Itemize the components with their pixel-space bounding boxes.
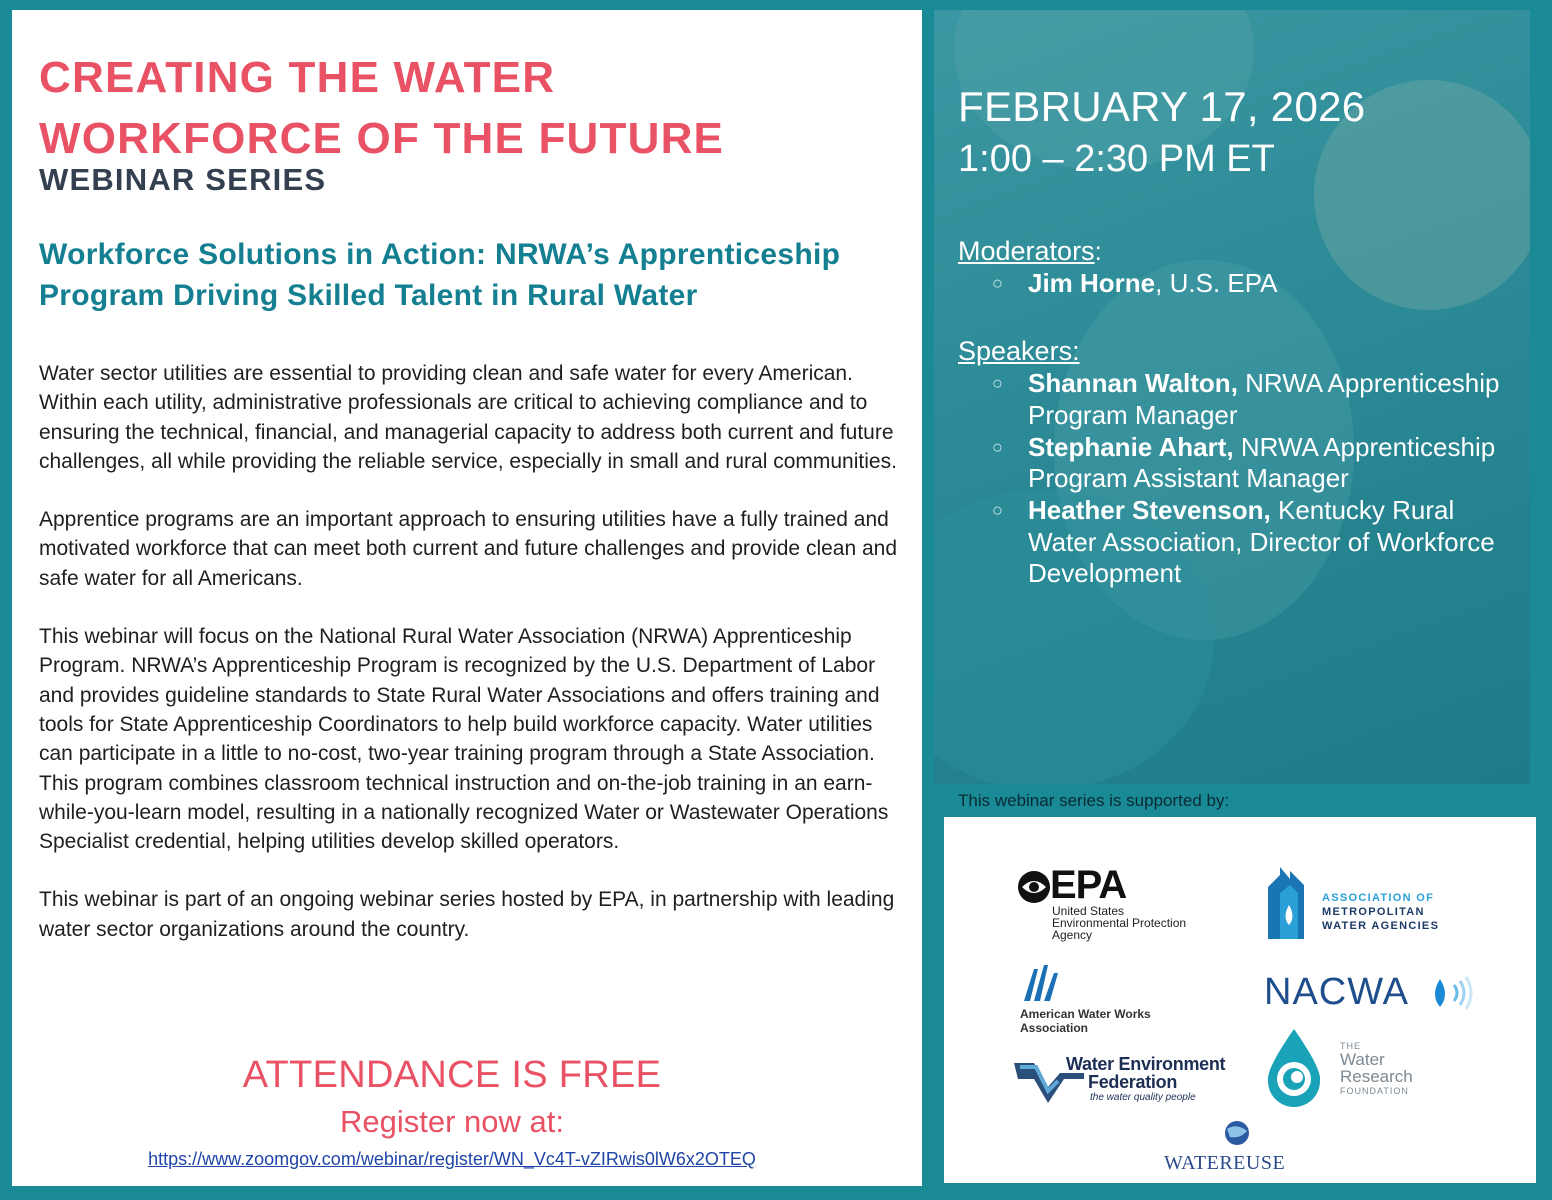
moderators-heading: Moderators: [958, 236, 1095, 266]
wef-caption: Water Environment Federation: [1066, 1054, 1226, 1092]
wrf-caption: THE Water Research FOUNDATION: [1340, 1041, 1413, 1096]
title-line-1: CREATING THE WATER: [39, 53, 556, 102]
page-title: [39, 48, 909, 169]
list-item: [1028, 368, 1518, 431]
amwa-caption: ASSOCIATION OF METROPOLITAN WATER AGENCIES: [1322, 892, 1440, 932]
person-name: Jim Horne: [1028, 267, 1156, 298]
person-affiliation: NRWA Apprenticeship Program Assistant Manager: [1028, 431, 1496, 494]
nacwa-wordmark: NACWA: [1264, 971, 1410, 1013]
amwa-building-icon: [1264, 865, 1314, 939]
people-list: Moderators: ○ Jim Horne, U.S. EPA Speakers: ○ Shannan Walton, NRWA Apprenticeship Program Manager ○ Stephanie Ahart, NRWA Apprenticeship Program Assistant Manager ○ Heather Stevenson, Kentucky Rural Water Association, Director of Workforce Development: [958, 236, 1518, 590]
event-date: FEBRUARY 17, 2026: [958, 83, 1366, 130]
flyer-left-panel: [12, 10, 922, 1186]
awwa-caption: American Water Works Association: [1020, 1007, 1151, 1035]
wef-logo: [1014, 1055, 1254, 1115]
watereuse-logo: [1164, 1119, 1314, 1179]
awwa-drop-icon: [1020, 963, 1066, 1003]
epa-logo: [1014, 863, 1214, 947]
person-name: Shannan Walton,: [1028, 368, 1238, 399]
list-item: [1028, 268, 1518, 300]
awwa-logo: [1020, 963, 1220, 1033]
description-body: [39, 359, 899, 973]
speakers-heading: Speakers:: [958, 336, 1080, 367]
person-affiliation: NRWA Apprenticeship Program Manager: [1028, 368, 1500, 430]
event-details-panel: [934, 10, 1530, 784]
paragraph: This webinar will focus on the National Rural Water Association (NRWA) Apprenticeship Program. NRWA’s Apprenticeship Program is recognized by the U.S. Department of Labor and provides guideline standards to State Rural Water Associations and offers training and tools for State Apprenticeship Coordinators to help build workforce capacity. Water utilities can participate in a little to no-cost, two-year training program through a State Association. This program combines classroom technical instruction and on-the-job training in an earn-while-you-learn model, resulting in a nationally recognized Water or Wastewater Operations Specialist credential, helping utilities develop skilled operators.: [39, 625, 889, 854]
person-affiliation: , U.S. EPA: [1155, 267, 1278, 298]
wef-tagline: the water quality people: [1090, 1092, 1196, 1103]
paragraph: This webinar is part of an ongoing webinar series hosted by EPA, in partnership with leading water sector organizations around the country.: [39, 888, 895, 941]
attendance-free-banner: ATTENDANCE IS FREE: [242, 1054, 662, 1096]
wrf-logo: [1264, 1027, 1434, 1117]
list-item: [1028, 432, 1518, 495]
epa-wordmark: EPA: [1050, 863, 1127, 907]
epa-caption: United States Environmental Protection Agency: [1052, 904, 1187, 942]
register-prompt: Register now at:: [340, 1104, 564, 1139]
person-name: Heather Stevenson,: [1028, 494, 1271, 525]
person-affiliation: Kentucky Rural Water Association, Director of Workforce Development: [1028, 494, 1495, 589]
supporters-label: This webinar series is supported by:: [958, 791, 1230, 810]
supporter-logos: [944, 817, 1536, 1183]
nacwa-drop-icon: [1428, 973, 1476, 1017]
paragraph: Apprentice programs are an important approach to ensuring utilities have a fully trained and motivated workforce that can meet both current and future challenges and provide clean and safe water for all Americans.: [39, 508, 898, 590]
paragraph: Water sector utilities are essential to providing clean and safe water for every American. Within each utility, administrative professionals are critical to achieving compliance and to ensuring the technical, financial, and managerial capacity to address both current and future challenges, all while providing the reliable service, especially in small and rural communities.: [39, 362, 897, 473]
watereuse-wordmark: WATEREUSE: [1164, 1152, 1286, 1174]
registration-link[interactable]: https://www.zoomgov.com/webinar/register/WN_Vc4T-vZIRwis0lW6x2OTEQ: [148, 1149, 756, 1169]
wrf-drop-icon: [1264, 1027, 1326, 1107]
moderators-list: [1028, 268, 1518, 300]
list-item: [1028, 495, 1518, 590]
speakers-list: [1028, 368, 1518, 590]
nacwa-logo: [1264, 971, 1484, 1021]
webinar-subtitle: Workforce Solutions in Action: NRWA’s Apprenticeship Program Driving Skilled Talent in Rural Water: [39, 238, 841, 313]
series-label: WEBINAR SERIES: [39, 162, 327, 197]
epa-flower-icon: [1014, 869, 1054, 905]
person-name: Stephanie Ahart,: [1028, 431, 1234, 462]
watereuse-globe-icon: [1222, 1119, 1252, 1147]
amwa-logo: [1264, 865, 1464, 945]
title-line-2: WORKFORCE OF THE FUTURE: [39, 113, 725, 163]
event-time: 1:00 – 2:30 PM ET: [958, 138, 1275, 180]
